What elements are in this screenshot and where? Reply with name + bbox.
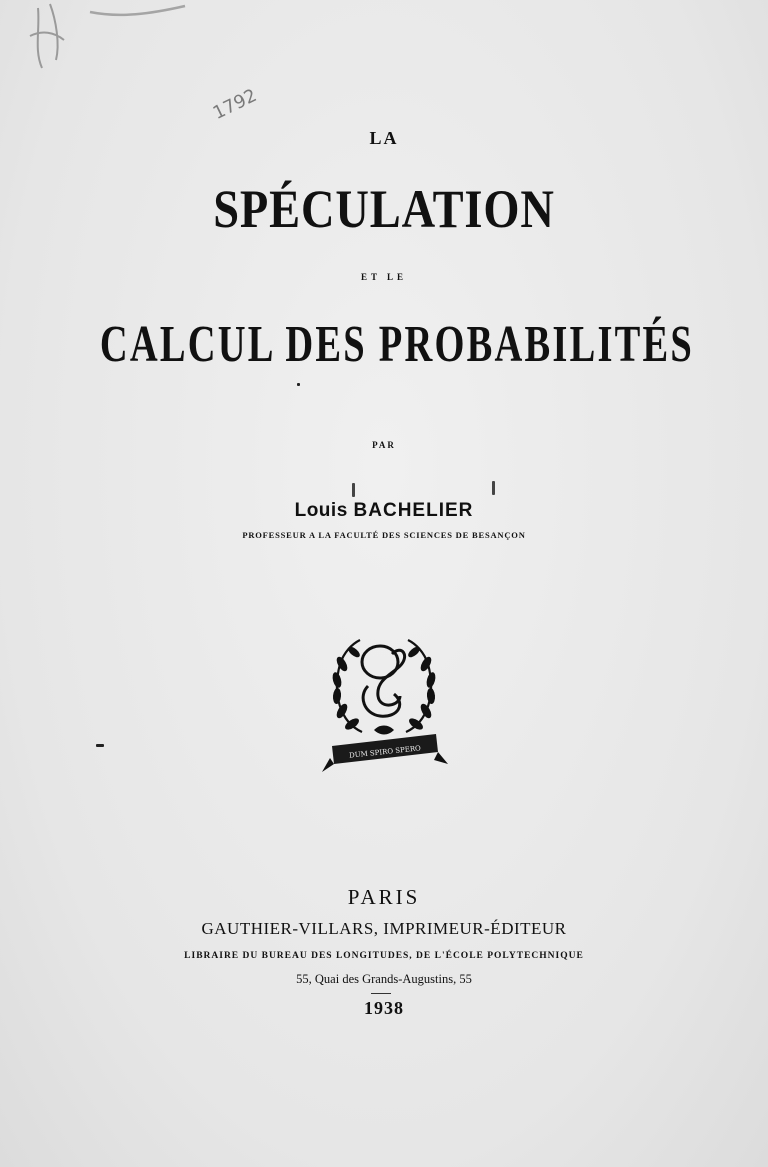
ink-speck xyxy=(96,744,104,747)
pencil-scribble-icon xyxy=(20,0,190,72)
imprint-publisher: GAUTHIER-VILLARS, IMPRIMEUR-ÉDITEUR xyxy=(201,919,567,938)
title-article: LA xyxy=(369,128,399,148)
imprint-city: PARIS xyxy=(347,885,421,909)
book-title-secondary: CALCUL DES PROBABILITÉS xyxy=(99,316,695,373)
divider-rule xyxy=(371,993,391,994)
author-name xyxy=(0,500,768,522)
ink-speck xyxy=(492,481,495,495)
imprint-library: LIBRAIRE DU BUREAU DES LONGITUDES, DE L'ÉCOLE POLYTECHNIQUE xyxy=(184,951,584,961)
imprint-address: 55, Quai des Grands-Augustins, 55 xyxy=(296,972,472,986)
title-conjunction: ET LE xyxy=(360,272,408,282)
ink-speck xyxy=(297,383,300,386)
ink-speck xyxy=(352,483,355,497)
ribbon-motto: DUM SPIRO SPERO xyxy=(348,744,422,760)
author-position: PROFESSEUR A LA FACULTÉ DES SCIENCES DE BESANÇON xyxy=(242,530,526,540)
author-last-name: BACHELIER xyxy=(353,500,474,521)
author-first-name: Louis xyxy=(294,500,348,521)
handwritten-number: 1792 xyxy=(209,85,261,124)
author-preposition: PAR xyxy=(372,440,396,450)
imprint-year: 1938 xyxy=(364,998,404,1018)
book-title-main: SPÉCULATION xyxy=(213,179,555,239)
monogram-laurel-wreath-icon xyxy=(318,634,450,776)
